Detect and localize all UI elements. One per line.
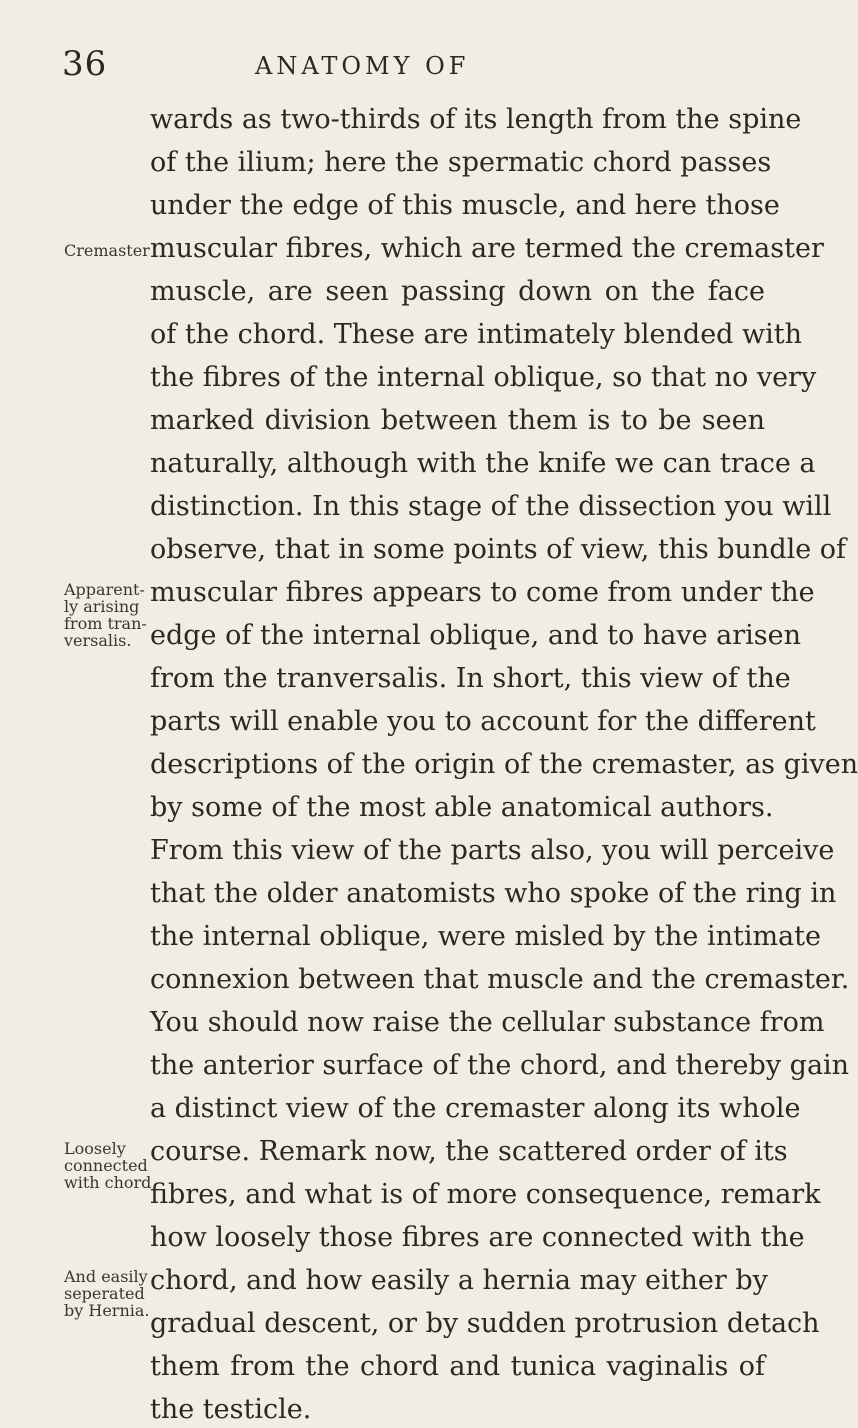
text-line: From this view of the parts also, you will perceive <box>150 835 835 866</box>
text-line: observe, that in some points of view, this bundle of <box>150 534 847 565</box>
text-line: parts will enable you to account for the different <box>150 706 816 737</box>
text-line: chord, and how easily a hernia may either by <box>150 1265 768 1296</box>
text-line: You should now raise the cellular substance from <box>150 1007 825 1038</box>
text-line: of the ilium; here the spermatic chord passes <box>150 147 772 178</box>
margin-note-apparently-arising <box>64 581 160 649</box>
margin-note-line: seperated <box>64 1284 145 1303</box>
margin-note-line: And easily <box>64 1267 148 1286</box>
text-line: the internal oblique, were misled by the intimate <box>150 921 821 952</box>
text-line: connexion between that muscle and the cremaster. <box>150 964 850 995</box>
text-line: gradual descent, or by sudden protrusion detach <box>150 1308 820 1339</box>
margin-note-line: from tran- <box>64 614 147 633</box>
text-line: them from the chord and tunica vaginalis of <box>150 1351 765 1382</box>
margin-note-line: Cremaster <box>64 241 150 260</box>
margin-note-line: Loosely <box>64 1139 126 1158</box>
margin-note-easily-separated <box>64 1268 160 1319</box>
text-line: the testicle. <box>150 1394 312 1425</box>
text-line: how loosely those fibres are connected with the <box>150 1222 805 1253</box>
text-line: a distinct view of the cremaster along its whole <box>150 1093 801 1124</box>
margin-note-line: with chord <box>64 1173 152 1192</box>
text-line: from the tranversalis. In short, this view of the <box>150 663 791 694</box>
margin-note-line: by Hernia. <box>64 1301 150 1320</box>
text-line: naturally, although with the knife we can trace a <box>150 448 816 479</box>
text-line: the fibres of the internal oblique, so that no very <box>150 362 817 393</box>
text-line: of the chord. These are intimately blended with <box>150 319 803 350</box>
margin-note-line: connected <box>64 1156 148 1175</box>
text-line: under the edge of this muscle, and here those <box>150 190 780 221</box>
margin-note-line: Apparent- <box>64 580 145 599</box>
text-line: wards as two-thirds of its length from the spine <box>150 104 802 135</box>
text-line: fibres, and what is of more consequence, remark <box>150 1179 821 1210</box>
text-line: course. Remark now, the scattered order of its <box>150 1136 788 1167</box>
text-line: by some of the most able anatomical authors. <box>150 792 774 823</box>
text-line: marked division between them is to be seen <box>150 405 765 436</box>
margin-note-loosely-connected <box>64 1140 160 1191</box>
text-line: muscle, are seen passing down on the face <box>150 276 765 307</box>
page-header <box>0 44 801 84</box>
text-line: descriptions of the origin of the cremaster, as given <box>150 749 858 780</box>
text-line: the anterior surface of the chord, and thereby gain <box>150 1050 850 1081</box>
margin-note-cremaster <box>64 242 160 259</box>
margin-note-line: ly arising <box>64 597 140 616</box>
text-line: muscular fibres, which are termed the cremaster <box>150 233 824 264</box>
text-line: muscular fibres appears to come from under the <box>150 577 815 608</box>
text-line: edge of the internal oblique, and to have arisen <box>150 620 802 651</box>
text-line: distinction. In this stage of the dissection you will <box>150 491 832 522</box>
running-head: ANATOMY OF <box>255 52 470 80</box>
margin-note-line: versalis. <box>64 631 132 650</box>
page-number: 36 <box>62 44 108 84</box>
text-line: that the older anatomists who spoke of the ring in <box>150 878 837 909</box>
